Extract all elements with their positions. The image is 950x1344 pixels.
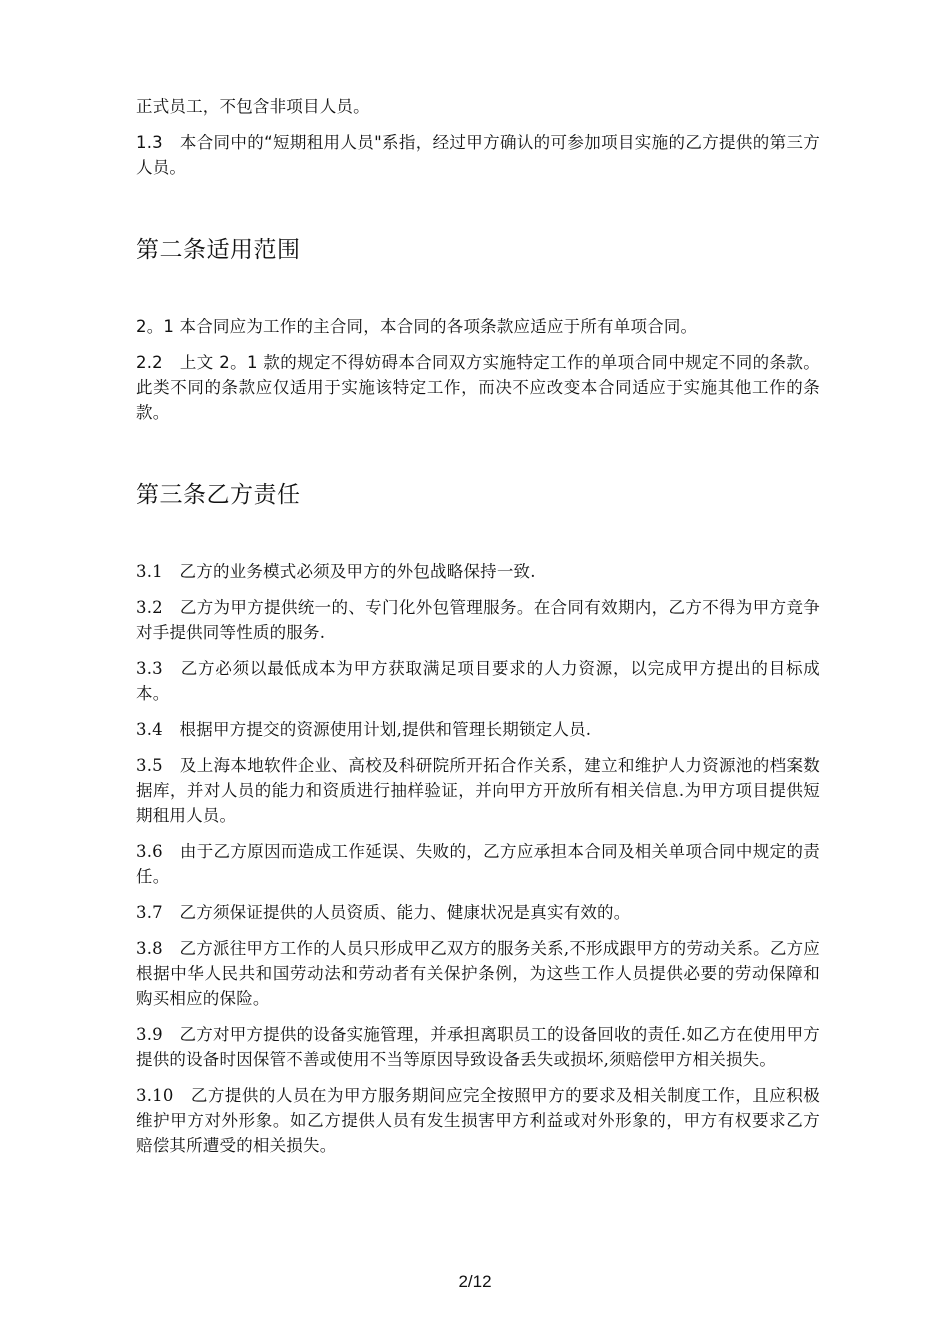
paragraph-3-7: 3.7 乙方须保证提供的人员资质、能力、健康状况是真实有效的。 <box>136 903 631 922</box>
section-heading-2: 第二条适用范围 <box>136 237 301 263</box>
paragraph-continuation: 正式员工，不包含非项目人员。 <box>136 97 370 116</box>
paragraph-3-4: 3.4 根据甲方提交的资源使用计划,提供和管理长期锁定人员. <box>136 720 592 739</box>
paragraph-3-10: 3.10 乙方提供的人员在为甲方服务期间应完全按照甲方的要求及相关制度工作，且应积极维护甲方对外形象。如乙方提供人员有发生损害甲方利益或对外形象的，甲方有权要求乙方赔偿其所遭受的相关损失。 <box>136 1086 820 1155</box>
paragraph-1-3: 1.3 本合同中的“短期租用人员"系指，经过甲方确认的可参加项目实施的乙方提供的第三方人员。 <box>136 133 820 177</box>
paragraph-3-8: 3.8 乙方派往甲方工作的人员只形成甲乙双方的服务关系,不形成跟甲方的劳动关系。乙方应根据中华人民共和国劳动法和劳动者有关保护条例，为这些工作人员提供必要的劳动保障和购买相应的保险。 <box>136 939 820 1008</box>
paragraph-3-6: 3.6 由于乙方原因而造成工作延误、失败的，乙方应承担本合同及相关单项合同中规定的责任。 <box>136 842 820 886</box>
paragraph-2-2: 2.2 上文 2。1 款的规定不得妨碍本合同双方实施特定工作的单项合同中规定不同的条款。此类不同的条款应仅适用于实施该特定工作，而决不应改变本合同适应于实施其他工作的条款。 <box>136 353 820 422</box>
paragraph-3-2: 3.2 乙方为甲方提供统一的、专门化外包管理服务。在合同有效期内，乙方不得为甲方竞争对手提供同等性质的服务. <box>136 598 820 642</box>
page-number: 2/12 <box>458 1272 492 1291</box>
paragraph-3-3: 3.3 乙方必须以最低成本为甲方获取满足项目要求的人力资源，以完成甲方提出的目标成本。 <box>136 659 820 703</box>
paragraph-2-1: 2。1 本合同应为工作的主合同，本合同的各项条款应适应于所有单项合同。 <box>136 317 698 336</box>
document-body <box>136 94 820 1169</box>
paragraph-3-5: 3.5 及上海本地软件企业、高校及科研院所开拓合作关系，建立和维护人力资源池的档案数据库，并对人员的能力和资质进行抽样验证，并向甲方开放所有相关信息.为甲方项目提供短期租用人员。 <box>136 756 820 825</box>
section-heading-3: 第三条乙方责任 <box>136 482 301 508</box>
paragraph-3-9: 3.9 乙方对甲方提供的设备实施管理，并承担离职员工的设备回收的责任.如乙方在使用甲方提供的设备时因保管不善或使用不当等原因导致设备丢失或损坏,须赔偿甲方相关损失。 <box>136 1025 820 1069</box>
paragraph-3-1: 3.1 乙方的业务模式必须及甲方的外包战略保持一致. <box>136 562 536 581</box>
